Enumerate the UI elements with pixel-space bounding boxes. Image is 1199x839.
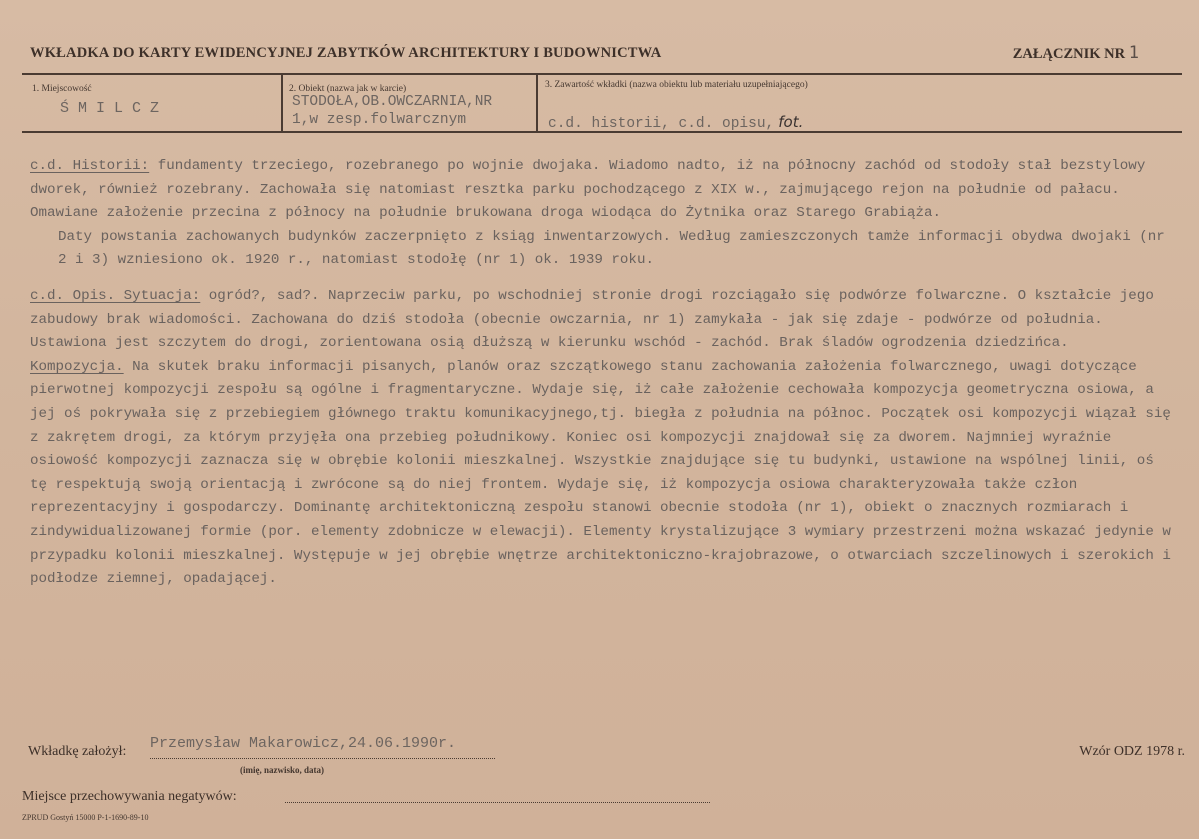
object-line-2: 1,w zesp.folwarcznym	[292, 112, 467, 128]
table-top-rule	[22, 73, 1182, 75]
object-label: 2. Obiekt (nazwa jak w karcie)	[289, 84, 407, 94]
content-value-row	[548, 113, 803, 132]
table-divider-1	[281, 73, 283, 132]
content-handwritten: fot.	[778, 113, 804, 131]
locality-value: Ś M I L C Z	[60, 100, 160, 117]
table-divider-2	[536, 73, 538, 132]
history-paragraph	[30, 155, 1175, 226]
history-paragraph-2: Daty powstania zachowanych budynków zaczerpnięto z ksiąg inwentarzowych. Według zamieszczonych tamże informacji obydwa dwojaki (nr 2 i 3) wzniesiono ok. 1920 r., natomiast stodołę (nr 1) ok. 1939 roku.	[58, 228, 1165, 269]
paragraph-gap	[30, 273, 1175, 285]
locality-label: 1. Miejscowość	[32, 84, 92, 94]
annex-number: 1	[1128, 43, 1139, 63]
composition-text: Na skutek braku informacji pisanych, planów oraz szczątkowego stanu zachowania założenia folwarcznego, uwagi dotyczące pierwotnej kompozycji zespołu są ogólne i fragmentaryczne. Wydaje się, iż całe założenie cechowała kompozycja geometryczna osiowa, a jej oś pokrywała się z przebiegiem głównego traktu komunikacyjnego,tj. biegła z południa na północ. Początek osi kompozycji wiązał się z zakrętem drogi, za którym przyjęła ona przebieg południkowy. Koniec osi kompozycji znajdował się za dworem. Najmniej wyraźnie osiowość kompozycji zaznacza się w obrębie kolonii mieszkalnej. Wszystkie znajdujące się tu budynki, ustawione na wspólnej linii, oś tę respektują swoją orientacją i zwrócone są do niej frontem. Wydaje się, iż kompozycja osiowa charakteryzowała także człon reprezentacyjny i gospodarczy. Dominantę architektoniczną zespołu stanowi obecnie stodoła (nr 1), obiekt o znacznych rozmiarach i zindywidualizowanej formie (por. elementy zdobnicze w elewacji). Elementy krystalizujące 3 wymiary przestrzeni można wskazać jedynie w przypadku kolonii mieszkalnej. Występuje w jej obrębie wnętrze architektoniczno-krajobrazowe, o otwarciach szczelinowych i szerokich i podłodze ziemnej, opadającej.	[30, 358, 1171, 588]
object-line-1: STODOŁA,OB.OWCZARNIA,NR	[292, 94, 493, 110]
situation-text: ogród?, sad?. Naprzeciw parku, po wschodniej stronie drogi rozciągało się podwórze folwarczne. O kształcie jego zabudowy brak wiadomości. Zachowana do dziś stodoła (obecnie owczarnia, nr 1) zamykała - jak się zdaje - podwórze od południa. Ustawiona jest szczytem do drogi, zorientowana osią dłuższą w kierunku wschód - zachód. Brak śladów ogrodzenia dziedzińca.	[30, 287, 1154, 352]
annex-label	[1013, 43, 1139, 63]
content-label: 3. Zawartość wkładki (nazwa obiektu lub materiału uzupełniającego)	[545, 80, 808, 90]
author-label: Wkładkę założył:	[28, 744, 127, 759]
card-title: WKŁADKA DO KARTY EWIDENCYJNEJ ZABYTKÓW ARCHITEKTURY I BUDOWNICTWA	[30, 45, 662, 61]
storage-label: Miejsce przechowywania negatywów:	[22, 789, 237, 804]
situation-heading: c.d. Opis. Sytuacja:	[30, 287, 201, 304]
storage-dotted-line	[285, 802, 710, 803]
history-heading: c.d. Historii:	[30, 158, 150, 174]
composition-heading: Kompozycja.	[30, 358, 124, 375]
author-hint: (imię, nazwisko, data)	[240, 765, 324, 775]
content-value: c.d. historii, c.d. opisu,	[548, 116, 775, 132]
supplement-body	[30, 155, 1175, 592]
author-value: Przemysław Makarowicz,24.06.1990r.	[150, 735, 457, 752]
print-info: ZPRUD Gostyń 15000 P-1-1690-89-10	[22, 813, 149, 822]
composition-paragraph	[30, 356, 1175, 592]
author-dotted-line	[150, 758, 495, 759]
form-label: Wzór ODZ 1978 r.	[1079, 744, 1185, 759]
annex-label-text: ZAŁĄCZNIK NR	[1012, 46, 1126, 62]
history-text: fundamenty trzeciego, rozebranego po wojnie dwojaka. Wiadomo nadto, iż na północny zachód od stodoły stał bezstylowy dworek, również rozebrany. Zachowała się natomiast resztka parku pochodzącego z XIX w., zajmującego rejon na południe od pałacu. Omawiane założenie przecina z północy na południe brukowana droga wiodąca do Żytnika oraz Starego Grabiąża.	[30, 158, 1146, 222]
situation-paragraph	[30, 285, 1175, 356]
